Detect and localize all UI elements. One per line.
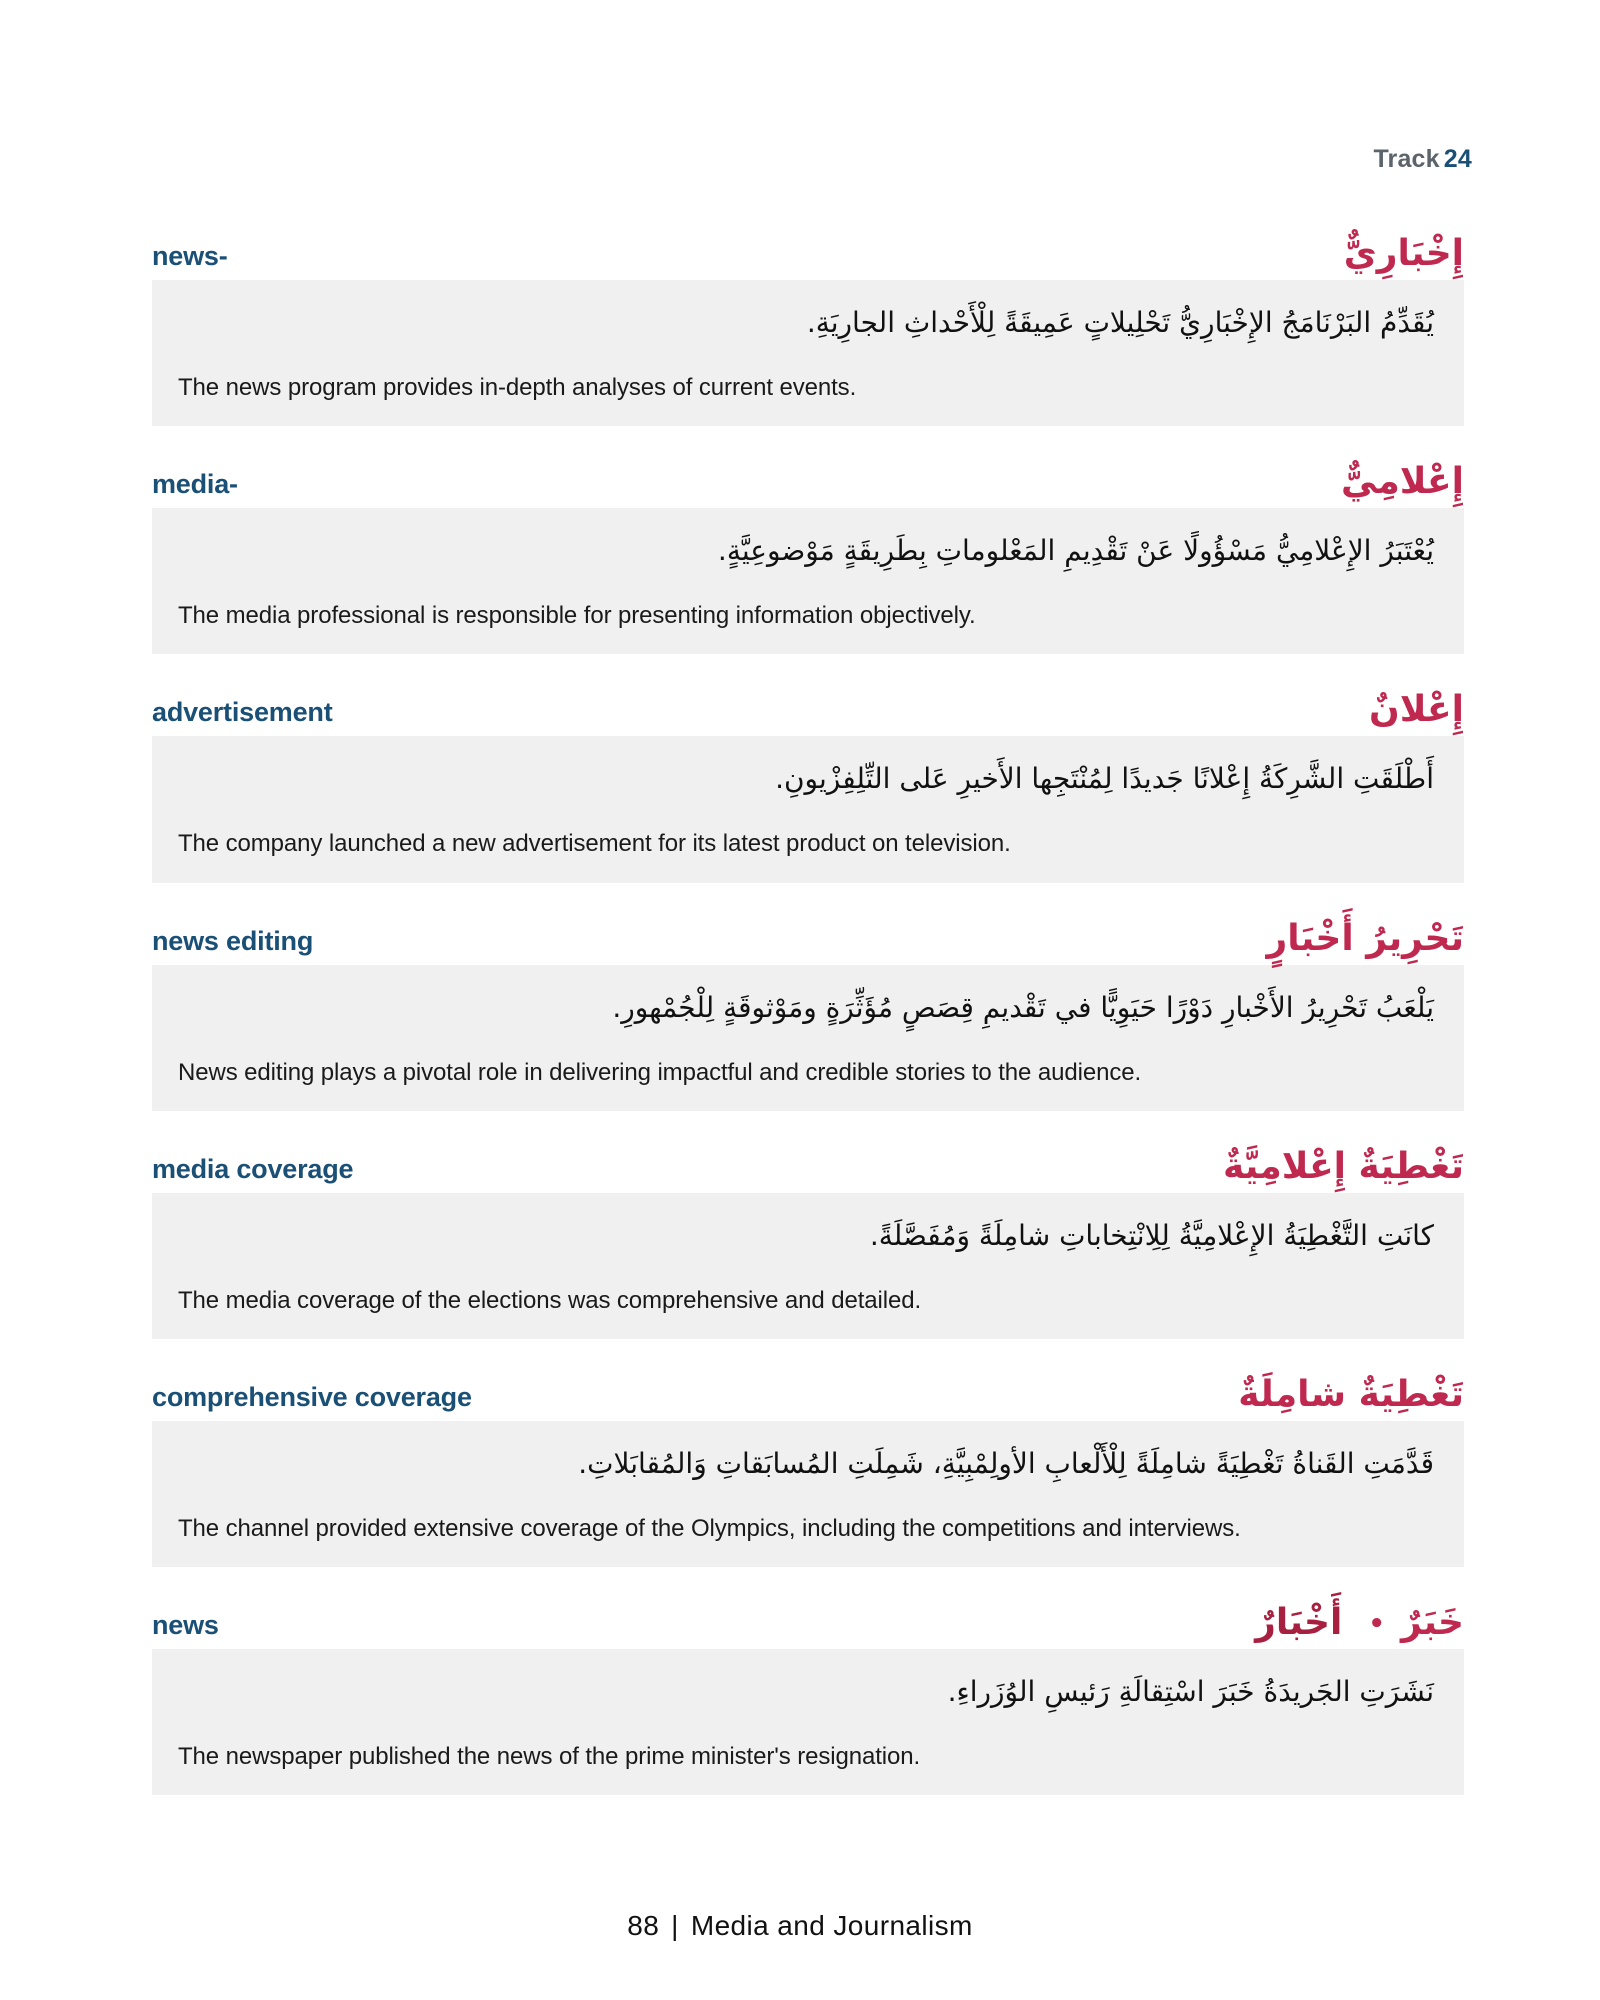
arabic-headword [1266,916,1464,961]
entry-headword-row [152,1135,1464,1193]
arabic-headword [1341,459,1464,504]
arabic-headword-plural: أَخْبَارٌ [1255,1602,1343,1644]
english-example-translation: The media professional is responsible for presenting information objectively. [178,602,976,630]
track-header [1373,145,1472,174]
footer-separator: | [671,1910,679,1941]
arabic-example-sentence: كانَتِ التَّغْطِيَةُ الإِعْلامِيَّةُ لِلِانْتِخاباتِ شامِلَةً وَمُفَصَّلَةً. [869,1218,1434,1252]
track-label: Track [1373,145,1440,173]
vocabulary-entry [152,450,1464,654]
page-footer [0,1910,1600,1942]
example-box [152,1421,1464,1567]
entry-headword-row [152,907,1464,965]
example-box [152,1649,1464,1795]
english-example-translation: The newspaper published the news of the prime minister's resignation. [178,1743,921,1771]
vocabulary-entry-list [152,222,1464,1819]
plural-bullet-icon: • [1368,1608,1385,1639]
arabic-example-sentence: نَشَرَتِ الجَريدَةُ خَبَرَ اسْتِقالَةِ رَئيسِ الوُزَراءِ. [947,1675,1434,1709]
english-gloss: advertisement [152,697,333,728]
track-number: 24 [1443,145,1472,173]
english-gloss: news editing [152,925,314,956]
entry-headword-row [152,678,1464,736]
arabic-example-sentence: يُعْتَبَرُ الإِعْلامِيُّ مَسْؤُولًا عَنْ تَقْدِيمِ المَعْلوماتِ بِطَرِيقَةٍ مَوْضوعِيَّةٍ. [717,534,1434,568]
english-gloss: media coverage [152,1153,354,1184]
english-example-translation: The media coverage of the elections was comprehensive and detailed. [178,1286,922,1314]
vocabulary-entry [152,678,1464,882]
arabic-example-sentence: أَطْلَقَتِ الشَّرِكَةُ إِعْلانًا جَديدًا لِمُنْتَجِها الأَخيرِ عَلى التِّلِفِزْيونِ. [775,762,1434,796]
arabic-example-sentence: قَدَّمَتِ القَناةُ تَغْطِيَةً شامِلَةً لِلْأَلْعابِ الأولِمْبِيَّةِ، شَمِلَتِ المُسابَقاتِ وَالمُقابَلاتِ. [578,1446,1434,1480]
arabic-headword-singular: تَغْطِيَةٌ شامِلَةٌ [1238,1373,1464,1415]
english-example-translation: The channel provided extensive coverage of the Olympics, including the competitions and interviews. [178,1514,1241,1542]
example-box [152,1193,1464,1339]
english-gloss: news [152,1610,219,1641]
entry-headword-row [152,222,1464,280]
vocabulary-entry [152,1363,1464,1567]
arabic-headword-singular: تَحْرِيرُ أَخْبَارٍ [1266,917,1464,959]
arabic-headword [1255,1600,1464,1645]
footer-page-number: 88 [627,1910,660,1941]
english-example-translation: News editing plays a pivotal role in delivering impactful and credible stories to the audience. [178,1058,1142,1086]
example-box [152,508,1464,654]
arabic-headword-singular: خَبَرٌ [1400,1602,1464,1644]
arabic-example-sentence: يُقَدِّمُ البَرْنَامَجُ الإِخْبَارِيُّ تَحْلِيلاتٍ عَمِيقَةً لِلْأَحْداثِ الجارِيَةِ. [806,306,1434,339]
english-example-translation: The company launched a new advertisement for its latest product on television. [178,830,1011,858]
example-box [152,736,1464,882]
arabic-example-sentence: يَلْعَبُ تَحْرِيرُ الأَخْبارِ دَوْرًا حَيَوِيًّا في تَقْديمِ قِصَصٍ مُؤَثِّرَةٍ ومَوْثوقَةٍ لِلْجُمْهورِ. [612,990,1434,1024]
english-gloss: news- [152,241,228,271]
vocabulary-entry [152,222,1464,426]
example-box [152,965,1464,1111]
arabic-headword-singular: إِعْلامِيٌّ [1341,461,1464,503]
arabic-headword [1369,687,1464,732]
entry-headword-row [152,450,1464,508]
arabic-headword [1344,231,1464,276]
vocabulary-entry [152,1135,1464,1339]
english-gloss: media- [152,469,238,500]
arabic-headword [1223,1144,1464,1189]
english-gloss: comprehensive coverage [152,1381,472,1412]
arabic-headword-singular: تَغْطِيَةٌ إِعْلامِيَّةٌ [1222,1145,1464,1187]
footer-chapter-title: Media and Journalism [690,1910,973,1941]
arabic-headword-singular: إِعْلانٌ [1369,689,1464,731]
entry-headword-row [152,1591,1464,1649]
entry-headword-row [152,1363,1464,1421]
arabic-headword-singular: إِخْبَارِيٌّ [1343,233,1464,274]
vocabulary-entry [152,907,1464,1111]
vocabulary-entry [152,1591,1464,1795]
arabic-headword [1238,1372,1464,1417]
english-example-translation: The news program provides in-depth analyses of current events. [178,374,857,401]
example-box [152,280,1464,426]
